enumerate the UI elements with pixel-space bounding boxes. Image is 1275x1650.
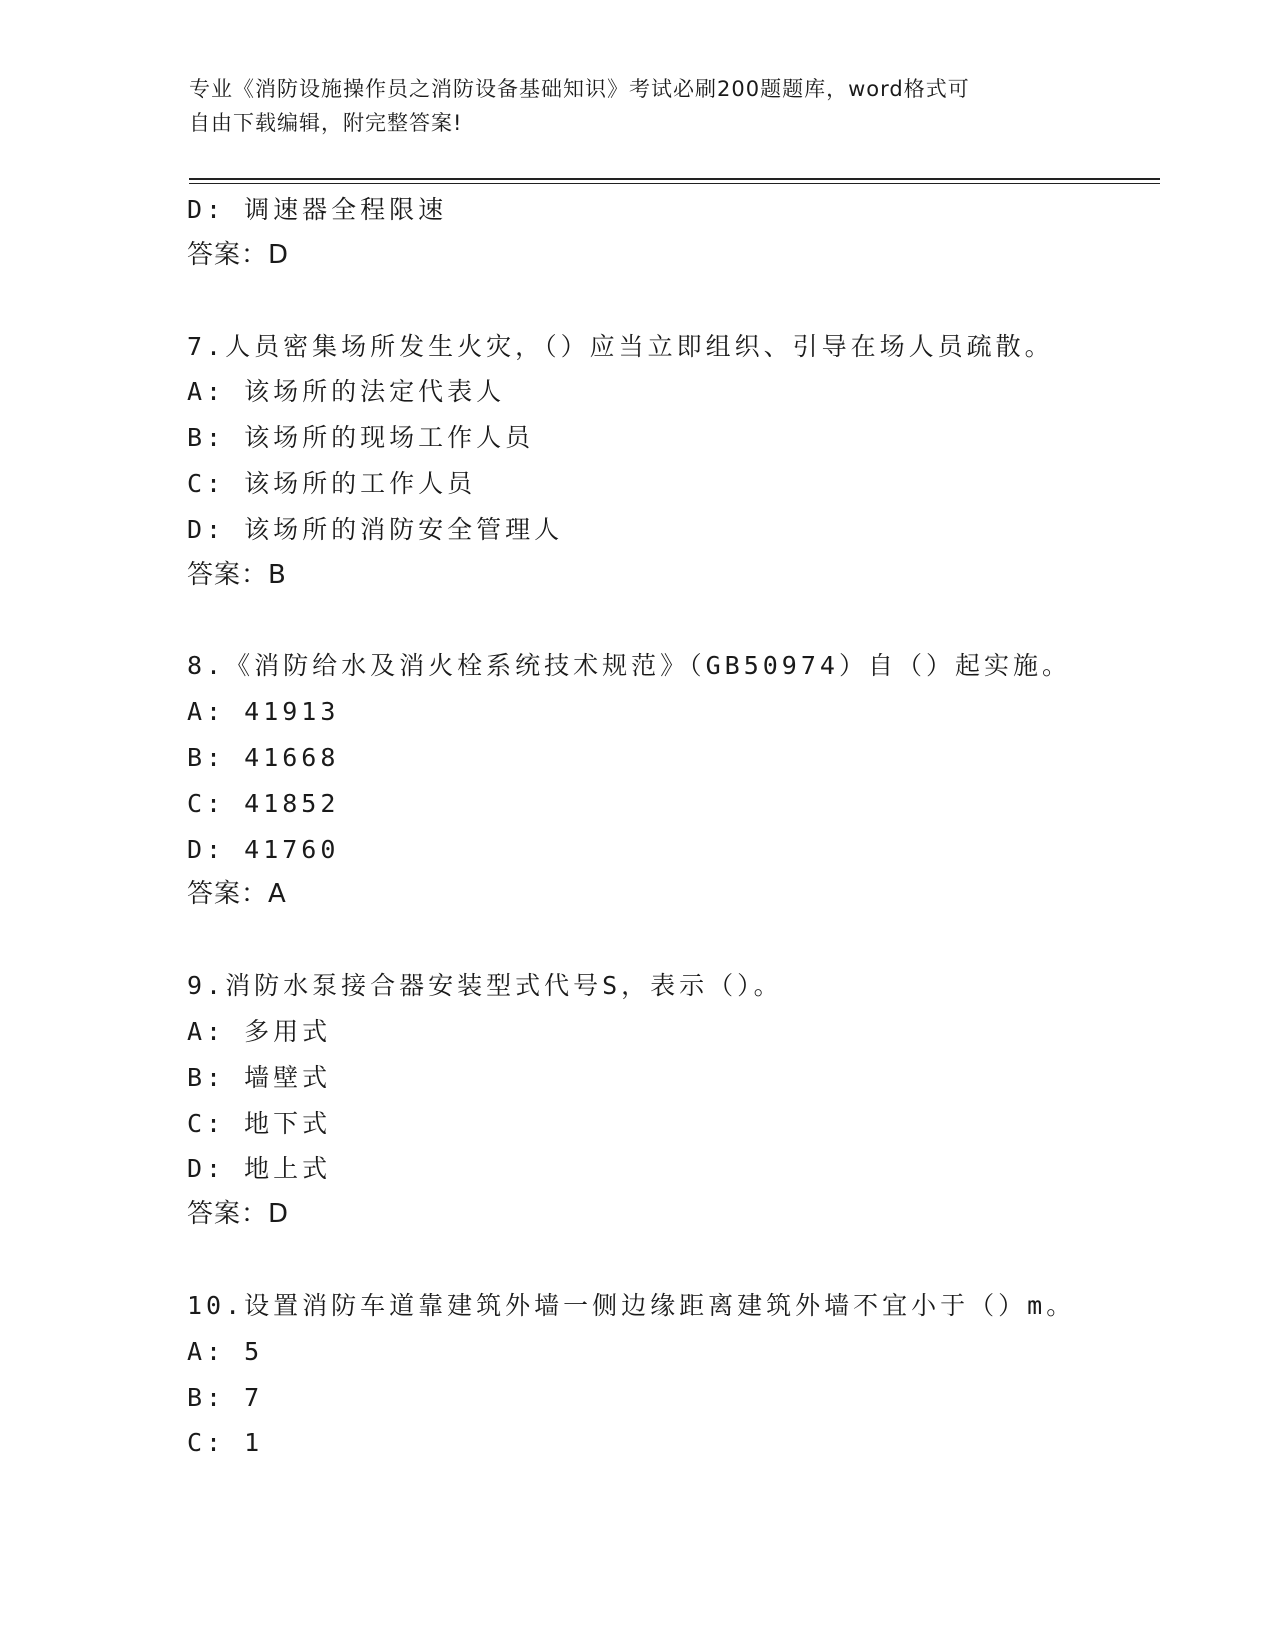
question-stem: 8.《消防给水及消火栓系统技术规范》（GB50974）自（）起实施。 [187,651,1071,681]
option-a: A: 该场所的法定代表人 [187,377,506,407]
page-header [189,72,1079,140]
option-c: C: 地下式 [187,1108,332,1138]
previous-question-tail [187,187,1167,279]
option-b: B: 7 [187,1382,264,1412]
header-divider-thin [189,183,1160,184]
option-d: D: 该场所的消防安全管理人 [187,514,564,544]
option-d: D: 调速器全程限速 [187,195,448,224]
option-a: A: 5 [187,1336,264,1366]
spacer [187,918,1167,963]
question-9 [187,963,1167,1238]
answer: 答案：A [187,879,287,910]
option-c: C: 1 [187,1428,264,1458]
option-c: C: 该场所的工作人员 [187,468,477,498]
option-d: D: 41760 [187,834,340,864]
option-d: D: 地上式 [187,1154,332,1184]
header-title-line-1: 专业《消防设施操作员之消防设备基础知识》考试必刷200题题库，word格式可 [189,77,970,101]
header-divider-thick [189,178,1160,180]
option-c: C: 41852 [187,788,340,818]
question-stem: 9.消防水泵接合器安装型式代号S，表示（）。 [187,971,783,1001]
spacer [187,598,1167,643]
question-list [187,187,1167,1466]
option-a: A: 41913 [187,697,340,727]
spacer [187,279,1167,324]
answer: 答案：B [187,559,287,590]
answer: 答案：D [187,239,290,270]
question-stem: 7.人员密集场所发生火灾，（）应当立即组织、引导在场人员疏散。 [187,331,1054,361]
question-7 [187,324,1167,599]
option-b: B: 41668 [187,742,340,772]
answer: 答案：D [187,1199,290,1230]
question-stem: 10.设置消防车道靠建筑外墙一侧边缘距离建筑外墙不宜小于（）m。 [187,1290,1076,1320]
option-b: B: 该场所的现场工作人员 [187,423,535,453]
question-10 [187,1283,1167,1466]
question-8 [187,643,1167,918]
spacer [187,1238,1167,1283]
option-a: A: 多用式 [187,1016,332,1046]
option-b: B: 墙壁式 [187,1062,332,1092]
header-title-line-2: 自由下载编辑，附完整答案! [189,111,463,135]
